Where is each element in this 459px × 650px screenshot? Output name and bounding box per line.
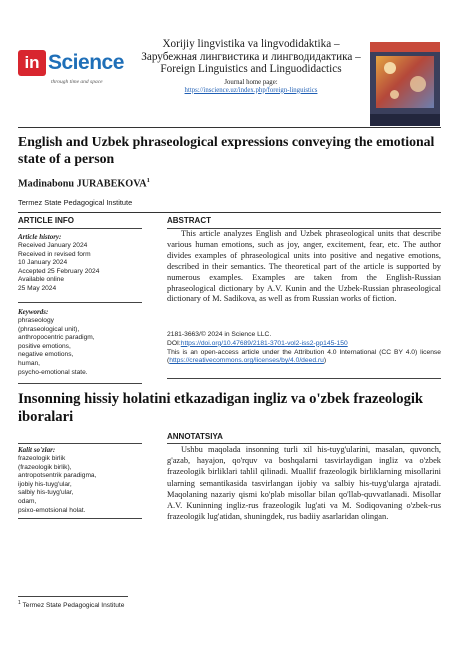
history-line: Accepted 25 February 2024 [18, 267, 100, 275]
cover-bottom-band [370, 114, 440, 126]
keyword-item: psycho-emotional state. [18, 368, 88, 376]
kalit-top-rule [18, 443, 142, 444]
doi-label: DOI: [167, 339, 181, 347]
keyword-item: (phraseological unit), [18, 325, 80, 333]
keyword-item: negative emotions, [18, 351, 74, 359]
journal-info [138, 38, 364, 95]
history-line: Available online [18, 276, 65, 284]
journal-home-link[interactable]: https://inscience.uz/index.php/foreign-linguistics [184, 86, 318, 94]
annotatsiya-text: Ushbu maqolada insonning turli xil his-tuyg'ularini, masalan, quvonch, g'azab, hayajon, qo'rquv va boshqalarni tasvirlaydigan ingliz va o'zbek frazeologik birliklari tahlil qilinadi. Muallif frazeologik birliklarning misollarini ularning semantikasida tasvirlangan ijobiy va salbiy his-tuyg'ularga ajratadi. Maqolaning nazariy qismi ko'plab misollar bilan qo'llab-quvvatlanadi. Misollar A.V. Kuninning ingliz-rus frazeologik lug'ati va M. Sodiqovaning o'zbek-rus frazeologik lug'atidan, shuningdek, rus badiiy asarlaridan olingan. [167, 445, 441, 522]
uzbek-keyword-item: (frazeologik birlik), [18, 463, 72, 471]
doi-link[interactable]: https://doi.org/10.47689/2181-3701-vol2-iss2-pp145-150 [180, 339, 348, 347]
keyword-item: human, [18, 359, 40, 367]
issn-line: 2181-3663/© 2024 in Science LLC. [167, 331, 272, 338]
footnote-mark: 1 [18, 600, 21, 606]
history-line: Received January 2024 [18, 242, 88, 249]
journal-title: Xorijiy lingvistika va lingvodidaktika – Зарубежная лингвистика и лингводидактика – Foreign Linguistics and Linguodidactics [141, 38, 361, 76]
cover-ornament [384, 62, 396, 74]
cover-artwork [376, 56, 434, 108]
article-info-underline [18, 228, 142, 229]
abstract-text: This article analyzes English and Uzbek phraseological units that describe various human emotions, such as joy, anger, excitement, fear, etc. The author divides examples of phraseological units into positive and negative emotions, described in their semantics. The theoretical part of the article is supported by numerous examples. Examples are taken from the English-Russian phraseological dictionary by A.V. Kunin and the Uzbek-Russian phraseological dictionary of M. Sadikova, as well as from Russian works of fiction. [167, 229, 441, 304]
cover-ornament [410, 76, 426, 92]
keywords-box [18, 306, 142, 384]
uzbek-keyword-item: frazeologik birlik [18, 455, 66, 462]
header-divider [18, 127, 441, 128]
cover-top-band [370, 42, 440, 52]
journal-home-label: Journal home page: [224, 78, 278, 86]
history-line: 25 May 2024 [18, 284, 57, 292]
keyword-item: anthropocentric paradigm, [18, 334, 95, 342]
doi-line [167, 340, 441, 349]
uzbek-title: Insonning hissiy holatini etkazadigan ingliz va o'zbek frazeologik iboralari [18, 391, 424, 425]
article-metadata [167, 331, 441, 366]
section-divider [18, 212, 441, 213]
history-line: Received in revised form [18, 250, 91, 258]
logo-wordmark: Science [48, 51, 124, 74]
footnote-rule [18, 596, 128, 597]
annotatsiya-heading: ANNOTATSIYA [167, 432, 223, 441]
uzbek-keyword-item: antropotsentrik paradigma, [18, 472, 97, 480]
license-link[interactable]: https://creativecommons.org/licenses/by/4.0/deed.ru [169, 357, 324, 365]
uzbek-keyword-item: odam, [18, 497, 37, 505]
article-info-heading: ARTICLE INFO [18, 216, 74, 225]
kalit-sozlar-label: Kalit so'zlar: [18, 446, 56, 454]
article-history-box [18, 231, 142, 303]
journal-cover-image [370, 42, 440, 126]
license-close: ) [323, 357, 327, 365]
cover-ornament [390, 90, 399, 99]
journal-header [18, 38, 441, 128]
author-name [18, 177, 150, 189]
author-name-text: Madinabonu JURABEKOVA [18, 178, 147, 190]
uzbek-keyword-item: salbiy his-tuyg'ular, [18, 489, 74, 497]
keywords-label: Keywords: [18, 308, 49, 316]
article-history-label: Article history: [18, 233, 62, 241]
uzbek-keyword-item: psixo-emotsional holat. [18, 506, 86, 514]
kalit-sozlar-box [18, 445, 142, 519]
keyword-item: positive emotions, [18, 342, 71, 350]
footnote-text: Termez State Pedagogical Institute [22, 602, 125, 610]
license-text: This is an open-access article under the Attribution 4.0 International (CC BY 4.0) license ( [167, 348, 441, 365]
uzbek-keyword-item: ijobiy his-tuyg'ular, [18, 480, 72, 488]
keyword-item: phraseology [18, 317, 54, 324]
author-footnote-mark[interactable]: 1 [146, 177, 150, 184]
article-title: English and Uzbek phraseological expressions conveying the emotional state of a person [18, 134, 435, 166]
footnote [18, 600, 124, 609]
abstract-bottom-rule [167, 378, 441, 379]
inscience-logo[interactable] [18, 50, 130, 94]
author-affiliation: Termez State Pedagogical Institute [18, 198, 133, 207]
license-line [167, 349, 441, 367]
logo-tagline: through time and space [51, 79, 103, 85]
logo-in-box: in [18, 50, 46, 76]
history-line: 10 January 2024 [18, 259, 68, 267]
abstract-heading: ABSTRACT [167, 216, 211, 225]
